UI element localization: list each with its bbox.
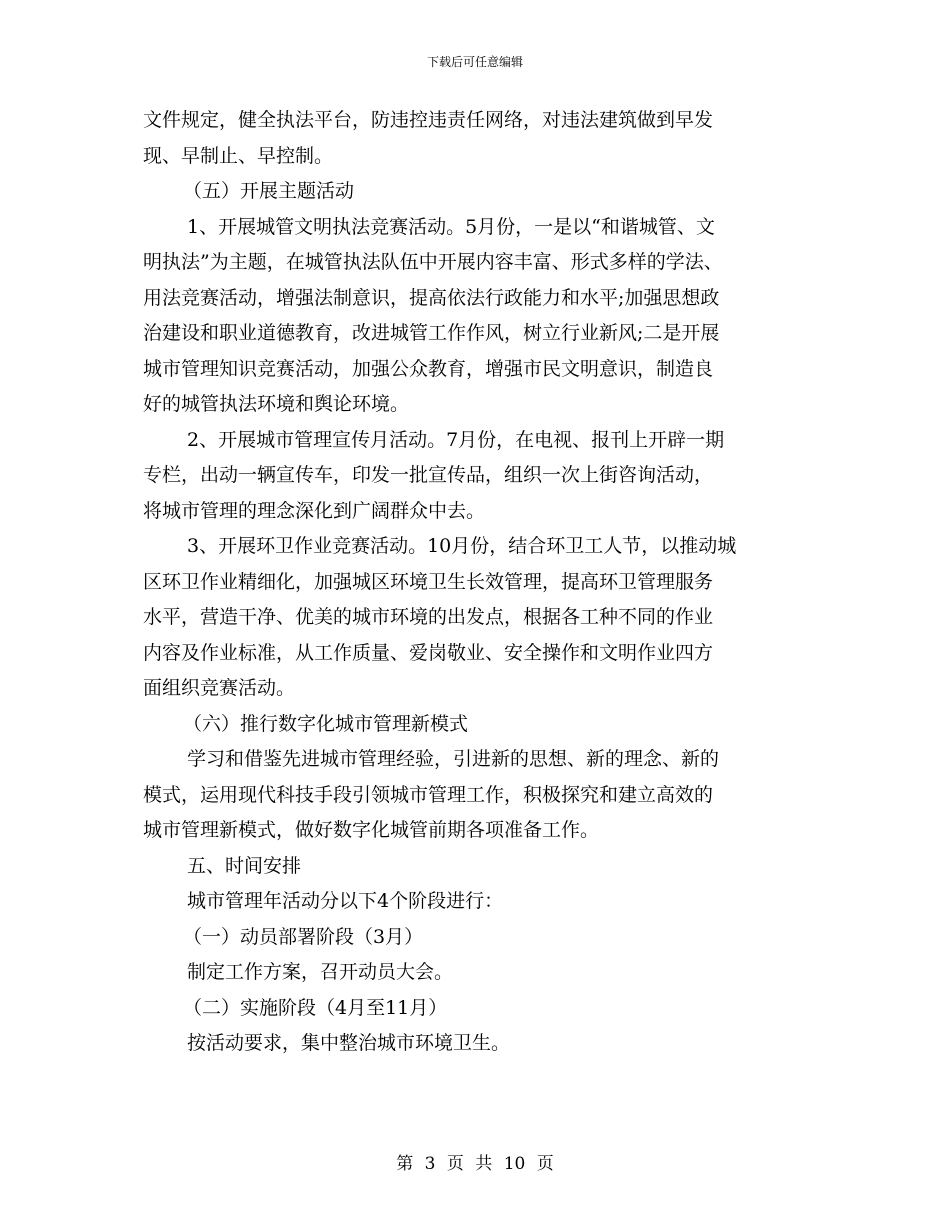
text-line: 将城市管理的理念深化到广阔群众中去。 bbox=[143, 499, 486, 522]
page-header: 下载后可任意编辑 bbox=[426, 55, 523, 69]
text-line: 制定工作方案，召开动员大会。 bbox=[187, 961, 454, 983]
text-line: 按活动要求，集中整治城市环境卫生。 bbox=[187, 1032, 511, 1054]
text-line: 城市管理新模式，做好数字化城管前期各项准备工作。 bbox=[143, 819, 600, 841]
text-line: 学习和借鉴先进城市管理经验，引进新的思想、新的理念、新的 bbox=[187, 748, 720, 770]
text-line: 面组织竞赛活动。 bbox=[143, 677, 296, 699]
text-line: 城市管理知识竞赛活动，加强公众教育，增强市民文明意识，制造良 bbox=[143, 357, 714, 380]
text-line: 五、时间安排 bbox=[187, 854, 302, 877]
text-line: 水平，营造干净、优美的城市环境的出发点，根据各工种不同的作业 bbox=[143, 606, 714, 628]
text-line: 1、开展城管文明执法竞赛活动。5月份，一是以“和谐城管、文 bbox=[187, 215, 715, 238]
text-line: 3、开展环卫作业竞赛活动。10月份，结合环卫工人节，以推动城 bbox=[187, 535, 737, 557]
text-line: 治建设和职业道德教育，改进城管工作作风，树立行业新风;二是开展 bbox=[143, 322, 720, 344]
text-line: 明执法”为主题，在城管执法队伍中开展内容丰富、形式多样的学法、 bbox=[143, 251, 723, 273]
page-footer: 第 3 页 共 10 页 bbox=[396, 1154, 554, 1174]
text-line: 2、开展城市管理宣传月活动。7月份，在电视、报刊上开辟一期 bbox=[187, 428, 725, 451]
text-line: （二）实施阶段（4月至11月） bbox=[183, 996, 448, 1019]
text-line: （一）动员部署阶段（3月） bbox=[183, 925, 424, 948]
text-line: 用法竞赛活动，增强法制意识，提高依法行政能力和水平;加强思想政 bbox=[143, 286, 720, 309]
text-line: 专栏，出动一辆宣传车，印发一批宣传品，组织一次上街咨询活动， bbox=[143, 464, 714, 486]
text-line: （五）开展主题活动 bbox=[183, 180, 355, 202]
text-line: 区环卫作业精细化，加强城区环境卫生长效管理，提高环卫管理服务 bbox=[143, 570, 714, 593]
text-line: 模式，运用现代科技手段引领城市管理工作，积极探究和建立高效的 bbox=[143, 783, 714, 806]
text-line: 好的城管执法环境和舆论环境。 bbox=[143, 393, 410, 415]
text-line: （六）推行数字化城市管理新模式 bbox=[183, 712, 469, 735]
body-text bbox=[143, 103, 811, 1062]
text-line: 现、早制止、早控制。 bbox=[143, 144, 334, 167]
text-line: 文件规定，健全执法平台，防违控违责任网络，对违法建筑做到早发 bbox=[143, 109, 714, 131]
text-line: 内容及作业标准，从工作质量、爱岗敬业、安全操作和文明作业四方 bbox=[143, 641, 714, 664]
text-line: 城市管理年活动分以下4个阶段进行： bbox=[187, 890, 504, 912]
